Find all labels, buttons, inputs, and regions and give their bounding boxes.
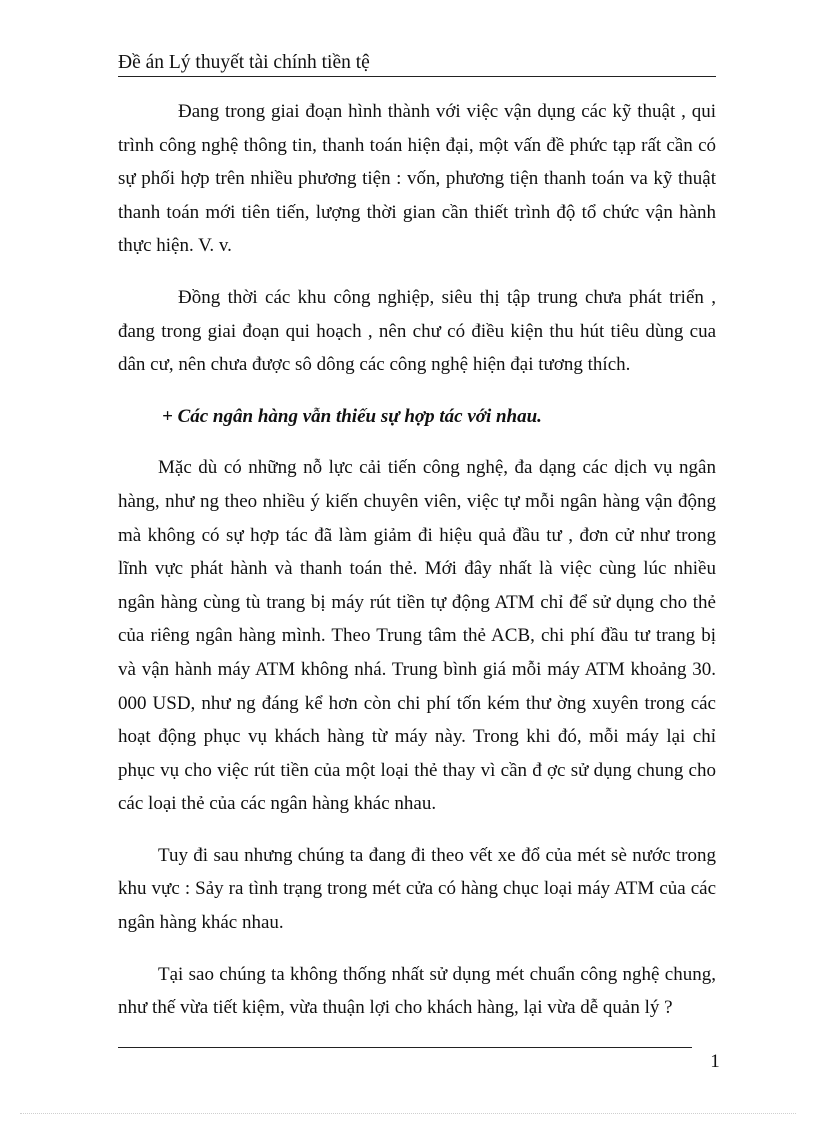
section-heading: + Các ngân hàng vẫn thiếu sự hợp tác với nhau. [162, 405, 542, 427]
paragraph-1: Đang trong giai đoạn hình thành với việc vận dụng các kỹ thuật , qui trình công nghệ thông tin, thanh toán hiện đại, một vấn đề phức tạp rất cần có sự phối hợp trên nhiều phương tiện : vốn, phương tiện thanh toán va kỹ thuật thanh toán mới tiên tiến, lượng thời gian cần thiết trình độ tổ chức vận hành thực hiện. V. v. [118, 101, 716, 257]
document-title: Đề án Lý thuyết tài chính tiền tệ [118, 52, 370, 73]
page-edge-divider [20, 1113, 796, 1114]
paragraph-5: Tại sao chúng ta không thống nhất sử dụng mét chuẩn công nghệ chung, như thế vừa tiết kiệm, vừa thuận lợi cho khách hàng, lại vừa dễ quản lý ? [118, 963, 716, 1019]
paragraph-3: Mặc dù có những nỗ lực cải tiến công nghệ, đa dạng các dịch vụ ngân hàng, như ng theo nhiều ý kiến chuyên viên, việc tự mỗi ngân hàng vận động mà không có sự hợp tác đã làm giảm đi hiệu quả đầu tư , đơn cử như trong lĩnh vực phát hành và thanh toán thẻ. Mới đây nhất là việc cùng lúc nhiều ngân hàng cùng tù trang bị máy rút tiền tự động ATM chỉ để sử dụng cho thẻ của riêng ngân hàng mình. Theo Trung tâm thẻ ACB, chi phí đầu tư trang bị và vận hành máy ATM không nhá. Trung bình giá mỗi máy ATM khoảng 30. 000 USD, như ng đáng kể hơn còn chi phí tốn kém thư ờng xuyên trong các hoạt động phục vụ khách hàng từ máy này. Trong khi đó, mỗi máy lại chỉ phục vụ cho việc rút tiền của một loại thẻ thay vì cần đ ợc sử dụng chung cho các loại thẻ của các ngân hàng khác nhau. [118, 457, 716, 815]
document-body [118, 95, 716, 1043]
paragraph-2: Đồng thời các khu công nghiệp, siêu thị tập trung chưa phát triển , đang trong giai đoạn qui hoạch , nên chư có điều kiện thu hút tiêu dùng cua dân cư, nên chưa được sô dông các công nghệ hiện đại tương thích. [118, 286, 716, 376]
page-number: 1 [710, 1051, 720, 1072]
paragraph-4: Tuy đi sau nhưng chúng ta đang đi theo vết xe đổ của mét sè nước trong khu vực : Sảy ra tình trạng trong mét cửa có hàng chục loại máy ATM của các ngân hàng khác nhau. [118, 844, 716, 934]
page-header [118, 52, 716, 77]
footer-divider [118, 1047, 692, 1048]
